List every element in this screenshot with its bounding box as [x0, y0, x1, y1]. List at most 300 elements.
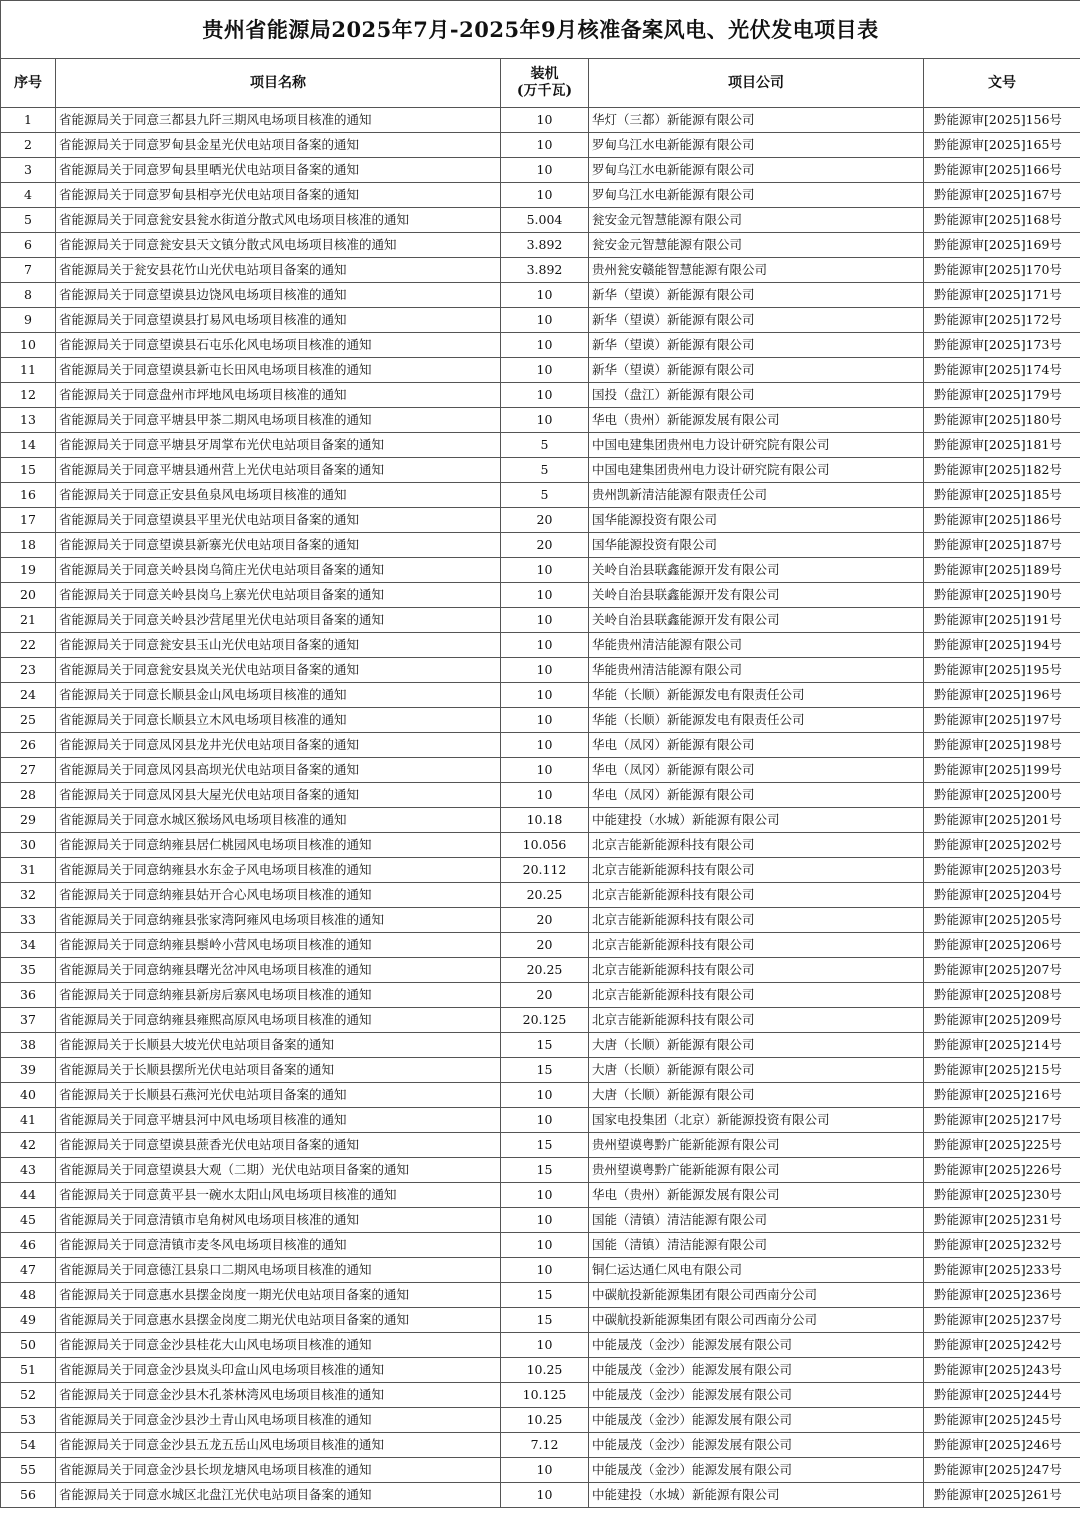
cell-capacity: 20 [501, 933, 589, 958]
cell-no: 52 [1, 1383, 56, 1408]
cell-doc-number: 黔能源审[2025]207号 [924, 958, 1080, 983]
cell-capacity: 10 [501, 1258, 589, 1283]
table-row [1, 508, 1080, 533]
cell-project-name: 省能源局关于同意平塘县河中风电场项目核准的通知 [56, 1108, 501, 1133]
cell-capacity: 10 [501, 1183, 589, 1208]
header-no: 序号 [1, 59, 56, 108]
cell-doc-number: 黔能源审[2025]247号 [924, 1458, 1080, 1483]
table-row [1, 908, 1080, 933]
header-project-name: 项目名称 [56, 59, 501, 108]
cell-project-name: 省能源局关于同意纳雍县水东金子风电场项目核准的通知 [56, 858, 501, 883]
cell-company: 中能晟茂（金沙）能源发展有限公司 [589, 1408, 924, 1433]
header-capacity-line1: 装机 [530, 66, 559, 82]
cell-capacity: 10 [501, 608, 589, 633]
cell-project-name: 省能源局关于同意纳雍县张家湾阿雍风电场项目核准的通知 [56, 908, 501, 933]
cell-company: 华能（长顺）新能源发电有限责任公司 [589, 683, 924, 708]
cell-company: 新华（望谟）新能源有限公司 [589, 283, 924, 308]
cell-company: 关岭自治县联鑫能源开发有限公司 [589, 608, 924, 633]
cell-no: 31 [1, 858, 56, 883]
cell-no: 51 [1, 1358, 56, 1383]
cell-doc-number: 黔能源审[2025]204号 [924, 883, 1080, 908]
cell-no: 8 [1, 283, 56, 308]
cell-company: 罗甸乌江水电新能源有限公司 [589, 133, 924, 158]
cell-project-name: 省能源局关于同意纳雍县曙光岔冲风电场项目核准的通知 [56, 958, 501, 983]
cell-doc-number: 黔能源审[2025]189号 [924, 558, 1080, 583]
table-row [1, 1008, 1080, 1033]
cell-doc-number: 黔能源审[2025]195号 [924, 658, 1080, 683]
cell-no: 21 [1, 608, 56, 633]
table-row [1, 758, 1080, 783]
cell-capacity: 7.12 [501, 1433, 589, 1458]
cell-capacity: 10.18 [501, 808, 589, 833]
cell-company: 瓮安金元智慧能源有限公司 [589, 208, 924, 233]
table-row [1, 658, 1080, 683]
cell-company: 华电（凤冈）新能源有限公司 [589, 758, 924, 783]
cell-doc-number: 黔能源审[2025]243号 [924, 1358, 1080, 1383]
cell-no: 7 [1, 258, 56, 283]
cell-doc-number: 黔能源审[2025]217号 [924, 1108, 1080, 1133]
cell-capacity: 10 [501, 308, 589, 333]
cell-doc-number: 黔能源审[2025]173号 [924, 333, 1080, 358]
cell-company: 铜仁运达通仁风电有限公司 [589, 1258, 924, 1283]
table-row [1, 158, 1080, 183]
table-row [1, 808, 1080, 833]
table-row [1, 558, 1080, 583]
cell-doc-number: 黔能源审[2025]194号 [924, 633, 1080, 658]
cell-company: 瓮安金元智慧能源有限公司 [589, 233, 924, 258]
cell-capacity: 10 [501, 558, 589, 583]
table-title: 贵州省能源局2025年7月-2025年9月核准备案风电、光伏发电项目表 [1, 1, 1080, 59]
cell-project-name: 省能源局关于同意凤冈县高坝光伏电站项目备案的通知 [56, 758, 501, 783]
cell-capacity: 10 [501, 708, 589, 733]
cell-no: 49 [1, 1308, 56, 1333]
table-row [1, 883, 1080, 908]
cell-company: 华电（凤冈）新能源有限公司 [589, 733, 924, 758]
table-row [1, 1383, 1080, 1408]
table-row [1, 333, 1080, 358]
cell-capacity: 20.125 [501, 1008, 589, 1033]
table-row [1, 1083, 1080, 1108]
cell-no: 36 [1, 983, 56, 1008]
cell-no: 15 [1, 458, 56, 483]
cell-capacity: 10 [501, 733, 589, 758]
header-company: 项目公司 [589, 59, 924, 108]
cell-project-name: 省能源局关于同意凤冈县龙井光伏电站项目备案的通知 [56, 733, 501, 758]
cell-project-name: 省能源局关于同意凤冈县大屋光伏电站项目备案的通知 [56, 783, 501, 808]
cell-no: 56 [1, 1483, 56, 1508]
cell-no: 34 [1, 933, 56, 958]
cell-project-name: 省能源局关于同意金沙县五龙五岳山风电场项目核准的通知 [56, 1433, 501, 1458]
cell-capacity: 20 [501, 908, 589, 933]
cell-company: 贵州望谟粤黔广能新能源有限公司 [589, 1133, 924, 1158]
cell-no: 38 [1, 1033, 56, 1058]
table-row [1, 1483, 1080, 1508]
cell-project-name: 省能源局关于同意望谟县打易风电场项目核准的通知 [56, 308, 501, 333]
cell-project-name: 省能源局关于同意金沙县桂花大山风电场项目核准的通知 [56, 1333, 501, 1358]
cell-project-name: 省能源局关于同意关岭县岗乌简庄光伏电站项目备案的通知 [56, 558, 501, 583]
cell-doc-number: 黔能源审[2025]237号 [924, 1308, 1080, 1333]
cell-no: 35 [1, 958, 56, 983]
cell-no: 32 [1, 883, 56, 908]
cell-project-name: 省能源局关于同意望谟县边饶风电场项目核准的通知 [56, 283, 501, 308]
cell-company: 中国电建集团贵州电力设计研究院有限公司 [589, 433, 924, 458]
cell-no: 54 [1, 1433, 56, 1458]
cell-capacity: 15 [501, 1058, 589, 1083]
cell-doc-number: 黔能源审[2025]166号 [924, 158, 1080, 183]
cell-capacity: 10 [501, 283, 589, 308]
table-row [1, 708, 1080, 733]
table-row [1, 1208, 1080, 1233]
table-body [1, 108, 1080, 1508]
header-row [1, 59, 1080, 108]
cell-project-name: 省能源局关于同意金沙县岚头印盒山风电场项目核准的通知 [56, 1358, 501, 1383]
cell-no: 29 [1, 808, 56, 833]
cell-company: 关岭自治县联鑫能源开发有限公司 [589, 583, 924, 608]
header-capacity-line2: (万千瓦) [516, 83, 573, 99]
cell-company: 新华（望谟）新能源有限公司 [589, 358, 924, 383]
cell-company: 北京吉能新能源科技有限公司 [589, 933, 924, 958]
cell-doc-number: 黔能源审[2025]226号 [924, 1158, 1080, 1183]
table-row [1, 583, 1080, 608]
cell-doc-number: 黔能源审[2025]186号 [924, 508, 1080, 533]
cell-company: 中能晟茂（金沙）能源发展有限公司 [589, 1358, 924, 1383]
cell-doc-number: 黔能源审[2025]197号 [924, 708, 1080, 733]
cell-project-name: 省能源局关于同意纳雍县居仁桃园风电场项目核准的通知 [56, 833, 501, 858]
cell-project-name: 省能源局关于同意平塘县牙周掌布光伏电站项目备案的通知 [56, 433, 501, 458]
cell-company: 北京吉能新能源科技有限公司 [589, 833, 924, 858]
cell-capacity: 10 [501, 1108, 589, 1133]
cell-doc-number: 黔能源审[2025]198号 [924, 733, 1080, 758]
cell-company: 国家电投集团（北京）新能源投资有限公司 [589, 1108, 924, 1133]
table-row [1, 108, 1080, 133]
cell-company: 华电（凤冈）新能源有限公司 [589, 783, 924, 808]
cell-doc-number: 黔能源审[2025]199号 [924, 758, 1080, 783]
cell-no: 24 [1, 683, 56, 708]
cell-project-name: 省能源局关于同意黄平县一碗水太阳山风电场项目核准的通知 [56, 1183, 501, 1208]
cell-company: 贵州凯新清洁能源有限责任公司 [589, 483, 924, 508]
table-row [1, 433, 1080, 458]
cell-company: 国能（清镇）清洁能源有限公司 [589, 1208, 924, 1233]
cell-doc-number: 黔能源审[2025]168号 [924, 208, 1080, 233]
cell-company: 北京吉能新能源科技有限公司 [589, 908, 924, 933]
cell-project-name: 省能源局关于同意望谟县石屯乐化风电场项目核准的通知 [56, 333, 501, 358]
cell-no: 55 [1, 1458, 56, 1483]
cell-project-name: 省能源局关于同意望谟县平里光伏电站项目备案的通知 [56, 508, 501, 533]
table-row [1, 733, 1080, 758]
cell-project-name: 省能源局关于同意长顺县立木风电场项目核准的通知 [56, 708, 501, 733]
table-row [1, 1333, 1080, 1358]
cell-capacity: 15 [501, 1133, 589, 1158]
cell-company: 北京吉能新能源科技有限公司 [589, 883, 924, 908]
cell-capacity: 3.892 [501, 258, 589, 283]
cell-company: 国华能源投资有限公司 [589, 533, 924, 558]
cell-capacity: 10.125 [501, 1383, 589, 1408]
table-row [1, 1233, 1080, 1258]
cell-project-name: 省能源局关于同意水城区北盘江光伏电站项目备案的通知 [56, 1483, 501, 1508]
cell-company: 中国电建集团贵州电力设计研究院有限公司 [589, 458, 924, 483]
cell-project-name: 省能源局关于同意盘州市坪地风电场项目核准的通知 [56, 383, 501, 408]
table-row [1, 1033, 1080, 1058]
cell-company: 罗甸乌江水电新能源有限公司 [589, 158, 924, 183]
cell-project-name: 省能源局关于同意瓮安县玉山光伏电站项目备案的通知 [56, 633, 501, 658]
cell-project-name: 省能源局关于同意三都县九阡三期风电场项目核准的通知 [56, 108, 501, 133]
cell-capacity: 10 [501, 1333, 589, 1358]
cell-doc-number: 黔能源审[2025]196号 [924, 683, 1080, 708]
cell-company: 华电（贵州）新能源发展有限公司 [589, 1183, 924, 1208]
cell-doc-number: 黔能源审[2025]214号 [924, 1033, 1080, 1058]
cell-doc-number: 黔能源审[2025]201号 [924, 808, 1080, 833]
cell-doc-number: 黔能源审[2025]185号 [924, 483, 1080, 508]
table-row [1, 983, 1080, 1008]
cell-doc-number: 黔能源审[2025]231号 [924, 1208, 1080, 1233]
cell-no: 19 [1, 558, 56, 583]
table-row [1, 1183, 1080, 1208]
cell-doc-number: 黔能源审[2025]171号 [924, 283, 1080, 308]
cell-capacity: 10 [501, 133, 589, 158]
table-row [1, 533, 1080, 558]
cell-doc-number: 黔能源审[2025]245号 [924, 1408, 1080, 1433]
cell-company: 罗甸乌江水电新能源有限公司 [589, 183, 924, 208]
cell-company: 中能晟茂（金沙）能源发展有限公司 [589, 1458, 924, 1483]
cell-capacity: 15 [501, 1158, 589, 1183]
cell-project-name: 省能源局关于同意望谟县新寨光伏电站项目备案的通知 [56, 533, 501, 558]
cell-project-name: 省能源局关于同意罗甸县金星光伏电站项目备案的通知 [56, 133, 501, 158]
cell-project-name: 省能源局关于同意金沙县沙土青山风电场项目核准的通知 [56, 1408, 501, 1433]
cell-doc-number: 黔能源审[2025]208号 [924, 983, 1080, 1008]
cell-doc-number: 黔能源审[2025]233号 [924, 1258, 1080, 1283]
cell-doc-number: 黔能源审[2025]181号 [924, 433, 1080, 458]
cell-capacity: 10 [501, 108, 589, 133]
table-row [1, 358, 1080, 383]
cell-doc-number: 黔能源审[2025]230号 [924, 1183, 1080, 1208]
cell-project-name: 省能源局关于同意清镇市麦冬风电场项目核准的通知 [56, 1233, 501, 1258]
cell-capacity: 20 [501, 533, 589, 558]
cell-capacity: 10 [501, 1483, 589, 1508]
cell-doc-number: 黔能源审[2025]167号 [924, 183, 1080, 208]
table-row [1, 133, 1080, 158]
cell-project-name: 省能源局关于同意瓮安县岚关光伏电站项目备案的通知 [56, 658, 501, 683]
cell-doc-number: 黔能源审[2025]174号 [924, 358, 1080, 383]
table-row [1, 1258, 1080, 1283]
cell-company: 华能贵州清洁能源有限公司 [589, 633, 924, 658]
cell-capacity: 10 [501, 683, 589, 708]
cell-project-name: 省能源局关于同意纳雍县姑开合心风电场项目核准的通知 [56, 883, 501, 908]
cell-project-name: 省能源局关于同意水城区猴场风电场项目核准的通知 [56, 808, 501, 833]
table-row [1, 458, 1080, 483]
cell-capacity: 10 [501, 408, 589, 433]
table-row [1, 1058, 1080, 1083]
cell-doc-number: 黔能源审[2025]242号 [924, 1333, 1080, 1358]
cell-company: 华能贵州清洁能源有限公司 [589, 658, 924, 683]
cell-project-name: 省能源局关于同意金沙县木孔茶林湾风电场项目核准的通知 [56, 1383, 501, 1408]
cell-doc-number: 黔能源审[2025]215号 [924, 1058, 1080, 1083]
table-row [1, 1408, 1080, 1433]
cell-doc-number: 黔能源审[2025]182号 [924, 458, 1080, 483]
table-row [1, 1308, 1080, 1333]
cell-doc-number: 黔能源审[2025]179号 [924, 383, 1080, 408]
cell-doc-number: 黔能源审[2025]236号 [924, 1283, 1080, 1308]
table-row [1, 1283, 1080, 1308]
cell-project-name: 省能源局关于同意纳雍县新房后寨风电场项目核准的通知 [56, 983, 501, 1008]
cell-capacity: 5.004 [501, 208, 589, 233]
cell-company: 大唐（长顺）新能源有限公司 [589, 1058, 924, 1083]
cell-no: 25 [1, 708, 56, 733]
header-capacity [501, 59, 589, 108]
cell-no: 40 [1, 1083, 56, 1108]
cell-project-name: 省能源局关于同意长顺县金山风电场项目核准的通知 [56, 683, 501, 708]
cell-capacity: 10 [501, 158, 589, 183]
cell-no: 17 [1, 508, 56, 533]
table-row [1, 1433, 1080, 1458]
cell-no: 43 [1, 1158, 56, 1183]
table-row [1, 608, 1080, 633]
cell-project-name: 省能源局关于同意平塘县通州营上光伏电站项目备案的通知 [56, 458, 501, 483]
cell-no: 41 [1, 1108, 56, 1133]
cell-capacity: 10 [501, 383, 589, 408]
cell-capacity: 15 [501, 1283, 589, 1308]
cell-company: 中能建投（水城）新能源有限公司 [589, 1483, 924, 1508]
cell-company: 中碳航投新能源集团有限公司西南分公司 [589, 1308, 924, 1333]
cell-project-name: 省能源局关于同意望谟县蔗香光伏电站项目备案的通知 [56, 1133, 501, 1158]
cell-no: 46 [1, 1233, 56, 1258]
table-row [1, 833, 1080, 858]
cell-capacity: 10 [501, 183, 589, 208]
table-row [1, 933, 1080, 958]
cell-project-name: 省能源局关于长顺县摆所光伏电站项目备案的通知 [56, 1058, 501, 1083]
table-row [1, 1458, 1080, 1483]
cell-doc-number: 黔能源审[2025]216号 [924, 1083, 1080, 1108]
table-row [1, 633, 1080, 658]
cell-doc-number: 黔能源审[2025]170号 [924, 258, 1080, 283]
table-row [1, 683, 1080, 708]
cell-company: 华能（长顺）新能源发电有限责任公司 [589, 708, 924, 733]
cell-no: 18 [1, 533, 56, 558]
cell-project-name: 省能源局关于同意清镇市皂角树风电场项目核准的通知 [56, 1208, 501, 1233]
cell-no: 45 [1, 1208, 56, 1233]
cell-no: 48 [1, 1283, 56, 1308]
cell-company: 北京吉能新能源科技有限公司 [589, 858, 924, 883]
cell-capacity: 10 [501, 658, 589, 683]
cell-doc-number: 黔能源审[2025]190号 [924, 583, 1080, 608]
cell-capacity: 15 [501, 1308, 589, 1333]
cell-company: 国华能源投资有限公司 [589, 508, 924, 533]
table-row [1, 258, 1080, 283]
cell-company: 大唐（长顺）新能源有限公司 [589, 1083, 924, 1108]
cell-doc-number: 黔能源审[2025]187号 [924, 533, 1080, 558]
cell-capacity: 20.112 [501, 858, 589, 883]
table-row [1, 283, 1080, 308]
cell-no: 37 [1, 1008, 56, 1033]
cell-no: 3 [1, 158, 56, 183]
cell-project-name: 省能源局关于同意罗甸县相亭光伏电站项目备案的通知 [56, 183, 501, 208]
cell-no: 4 [1, 183, 56, 208]
cell-doc-number: 黔能源审[2025]169号 [924, 233, 1080, 258]
cell-doc-number: 黔能源审[2025]246号 [924, 1433, 1080, 1458]
cell-no: 2 [1, 133, 56, 158]
cell-project-name: 省能源局关于瓮安县花竹山光伏电站项目备案的通知 [56, 258, 501, 283]
cell-capacity: 10.25 [501, 1408, 589, 1433]
cell-capacity: 10 [501, 583, 589, 608]
cell-project-name: 省能源局关于同意关岭县岗乌上寨光伏电站项目备案的通知 [56, 583, 501, 608]
cell-capacity: 10 [501, 1458, 589, 1483]
table-row [1, 1358, 1080, 1383]
cell-no: 53 [1, 1408, 56, 1433]
cell-capacity: 10.056 [501, 833, 589, 858]
cell-project-name: 省能源局关于同意关岭县沙营尾里光伏电站项目备案的通知 [56, 608, 501, 633]
cell-company: 华灯（三都）新能源有限公司 [589, 108, 924, 133]
cell-company: 华电（贵州）新能源发展有限公司 [589, 408, 924, 433]
cell-doc-number: 黔能源审[2025]191号 [924, 608, 1080, 633]
cell-doc-number: 黔能源审[2025]203号 [924, 858, 1080, 883]
cell-capacity: 5 [501, 433, 589, 458]
cell-no: 44 [1, 1183, 56, 1208]
cell-project-name: 省能源局关于同意瓮安县天文镇分散式风电场项目核准的通知 [56, 233, 501, 258]
cell-doc-number: 黔能源审[2025]180号 [924, 408, 1080, 433]
cell-capacity: 5 [501, 483, 589, 508]
cell-capacity: 10.25 [501, 1358, 589, 1383]
cell-no: 11 [1, 358, 56, 383]
cell-capacity: 20 [501, 508, 589, 533]
cell-company: 新华（望谟）新能源有限公司 [589, 308, 924, 333]
cell-capacity: 10 [501, 633, 589, 658]
cell-no: 10 [1, 333, 56, 358]
cell-company: 中能晟茂（金沙）能源发展有限公司 [589, 1333, 924, 1358]
header-doc-number: 文号 [924, 59, 1080, 108]
cell-no: 12 [1, 383, 56, 408]
table-row [1, 1158, 1080, 1183]
cell-no: 33 [1, 908, 56, 933]
cell-doc-number: 黔能源审[2025]165号 [924, 133, 1080, 158]
cell-capacity: 10 [501, 333, 589, 358]
cell-doc-number: 黔能源审[2025]244号 [924, 1383, 1080, 1408]
cell-project-name: 省能源局关于同意德江县泉口二期风电场项目核准的通知 [56, 1258, 501, 1283]
cell-capacity: 10 [501, 1208, 589, 1233]
cell-company: 关岭自治县联鑫能源开发有限公司 [589, 558, 924, 583]
cell-no: 28 [1, 783, 56, 808]
cell-no: 14 [1, 433, 56, 458]
cell-doc-number: 黔能源审[2025]172号 [924, 308, 1080, 333]
table-row [1, 483, 1080, 508]
cell-capacity: 10 [501, 1083, 589, 1108]
cell-company: 中能晟茂（金沙）能源发展有限公司 [589, 1433, 924, 1458]
cell-no: 23 [1, 658, 56, 683]
table-row [1, 208, 1080, 233]
cell-doc-number: 黔能源审[2025]232号 [924, 1233, 1080, 1258]
table-row [1, 783, 1080, 808]
cell-capacity: 20.25 [501, 883, 589, 908]
cell-project-name: 省能源局关于同意望谟县大观（二期）光伏电站项目备案的通知 [56, 1158, 501, 1183]
cell-capacity: 20.25 [501, 958, 589, 983]
cell-no: 13 [1, 408, 56, 433]
cell-company: 大唐（长顺）新能源有限公司 [589, 1033, 924, 1058]
cell-capacity: 10 [501, 1233, 589, 1258]
cell-project-name: 省能源局关于同意瓮安县瓮水街道分散式风电场项目核准的通知 [56, 208, 501, 233]
table-row [1, 408, 1080, 433]
cell-company: 中能晟茂（金沙）能源发展有限公司 [589, 1383, 924, 1408]
cell-project-name: 省能源局关于同意望谟县新屯长田风电场项目核准的通知 [56, 358, 501, 383]
table-row [1, 1133, 1080, 1158]
cell-project-name: 省能源局关于同意金沙县长坝龙塘风电场项目核准的通知 [56, 1458, 501, 1483]
cell-capacity: 5 [501, 458, 589, 483]
cell-no: 1 [1, 108, 56, 133]
cell-capacity: 15 [501, 1033, 589, 1058]
table-row [1, 1108, 1080, 1133]
table-row [1, 383, 1080, 408]
cell-capacity: 10 [501, 758, 589, 783]
cell-capacity: 20 [501, 983, 589, 1008]
cell-project-name: 省能源局关于长顺县大坡光伏电站项目备案的通知 [56, 1033, 501, 1058]
cell-company: 北京吉能新能源科技有限公司 [589, 958, 924, 983]
